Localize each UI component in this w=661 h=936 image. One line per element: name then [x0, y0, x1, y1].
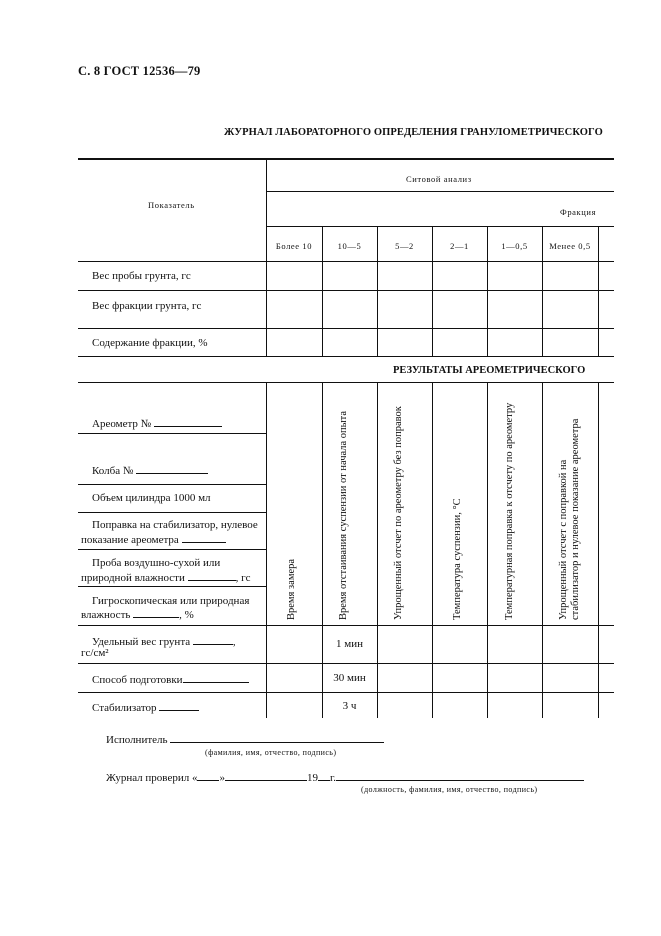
divider: [266, 191, 614, 192]
hygroscopic-field: Гигроскопическая или природная: [92, 595, 250, 607]
stabilizer-correction-field: Поправка на стабилизатор, нулевое: [92, 519, 258, 531]
flask-number-field: Колба №: [92, 463, 208, 478]
specific-gravity-label: Удельный вес грунта ,: [92, 636, 236, 648]
col-temp-correction: Температурная поправка к отсчету по ареометру: [504, 402, 515, 620]
col-simplified-reading: Упрощенный отсчет по ареометру без поправок: [393, 406, 404, 620]
fraction-col-1-05: 1—0,5: [501, 241, 528, 251]
divider: [78, 433, 266, 434]
time-1-min: 1 мин: [336, 638, 363, 650]
divider: [598, 382, 599, 718]
executor-line: Исполнитель: [106, 732, 384, 747]
row-sample-weight: Вес пробы грунта, гс: [92, 270, 191, 282]
cylinder-volume-field: Объем цилиндра 1000 мл: [92, 492, 211, 504]
table-top-border: [78, 158, 614, 160]
divider: [266, 226, 614, 227]
sample-moisture-field: Проба воздушно-сухой или: [92, 557, 221, 569]
divider: [266, 158, 267, 356]
divider: [542, 382, 543, 718]
areometric-title: РЕЗУЛЬТАТЫ АРЕОМЕТРИЧЕСКОГО: [393, 365, 586, 376]
divider: [78, 549, 266, 550]
divider: [322, 382, 323, 718]
divider: [377, 382, 378, 718]
divider: [78, 328, 614, 329]
col-suspension-temp: Температура суспензии, °С: [452, 498, 463, 620]
divider: [78, 261, 614, 262]
divider: [78, 625, 614, 626]
divider: [78, 356, 614, 357]
col-measure-time: Время замера: [286, 558, 297, 620]
fraction-header: Фракция: [560, 207, 597, 217]
time-30-min: 30 мин: [333, 672, 366, 684]
fraction-col-more-10: Более 10: [275, 241, 313, 251]
divider: [266, 382, 267, 718]
divider: [598, 226, 599, 356]
divider: [432, 382, 433, 718]
fraction-col-2-1: 2—1: [450, 241, 469, 251]
col-settling-time: Время отстаивания суспензии от начала опыта: [338, 410, 349, 620]
hygroscopic-moisture-field: влажность , %: [81, 609, 194, 621]
specific-gravity-unit: гс/см²: [81, 647, 109, 659]
fraction-col-5-2: 5—2: [395, 241, 414, 251]
col-corrected-reading: Упрощенный отсчет с поправкой на стабилизатор и нулевое показание ареометра: [558, 418, 581, 620]
areometer-number-field: Ареометр №: [92, 416, 222, 431]
fraction-col-less-05: Менее 0,5: [549, 241, 591, 251]
fraction-col-10-5: 10—5: [337, 241, 362, 251]
checked-line: Журнал проверил « » 19 г.: [106, 770, 584, 785]
divider: [487, 382, 488, 718]
checked-caption: (должность, фамилия, имя, отчество, подпись): [361, 785, 538, 794]
divider: [78, 382, 614, 383]
divider: [78, 290, 614, 291]
sieve-analysis-header: Ситовой анализ: [406, 174, 472, 184]
preparation-method-label: Способ подготовки: [92, 672, 249, 687]
divider: [78, 692, 614, 693]
divider: [78, 586, 266, 587]
areometer-zero-field: показание ареометра: [81, 532, 226, 547]
time-3-h: 3 ч: [342, 700, 357, 712]
row-fraction-content: Содержание фракции, %: [92, 337, 208, 349]
stabilizer-label: Стабилизатор: [92, 700, 199, 715]
divider: [78, 484, 266, 485]
divider: [78, 512, 266, 513]
page-header: С. 8 ГОСТ 12536—79: [78, 64, 201, 78]
sample-natural-moisture-field: природной влажности , гс: [81, 572, 251, 584]
divider: [78, 663, 614, 664]
journal-title: ЖУРНАЛ ЛАБОРАТОРНОГО ОПРЕДЕЛЕНИЯ ГРАНУЛОМЕТРИЧЕСКОГО: [224, 127, 603, 138]
executor-caption: (фамилия, имя, отчество, подпись): [205, 748, 337, 757]
row-fraction-weight: Вес фракции грунта, гс: [92, 300, 202, 312]
indicator-header: Показатель: [148, 200, 195, 210]
